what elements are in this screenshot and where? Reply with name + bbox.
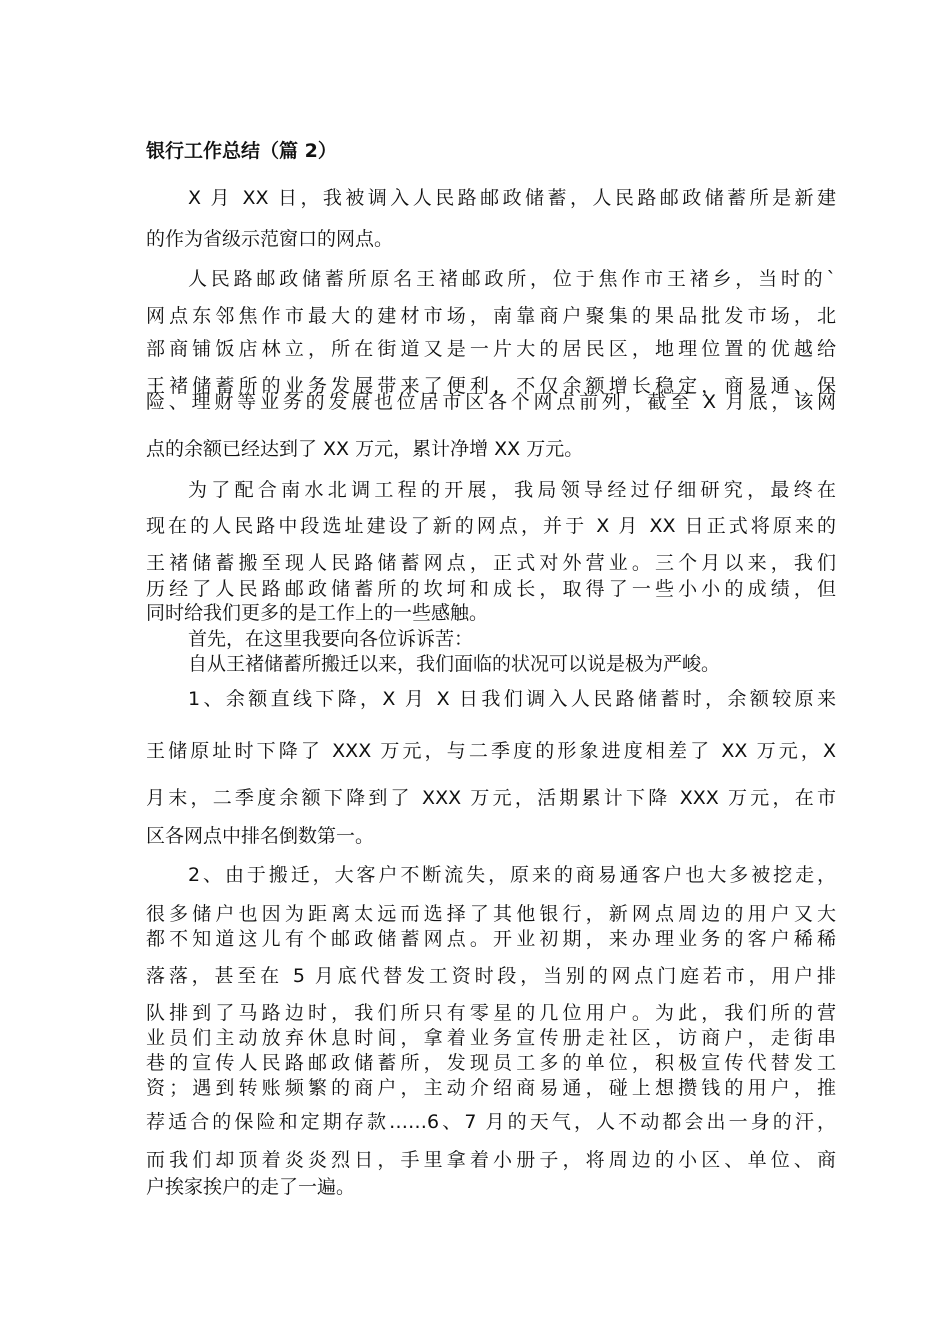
document-title: 银行工作总结（篇 2）	[146, 140, 337, 162]
paragraph-line: 落落，甚至在 5 月底代替发工资时段，当别的网点门庭若市，用户排	[146, 965, 836, 987]
paragraph-line: 王褚储蓄搬至现人民路储蓄网点，正式对外营业。三个月以来，我们	[146, 552, 836, 574]
paragraph-line: 很多储户也因为距离太远而选择了其他银行，新网点周边的用户又大	[146, 903, 836, 925]
paragraph-line: 首先，在这里我要向各位诉诉苦：	[188, 628, 474, 650]
paragraph-line: 历经了人民路邮政储蓄所的坎坷和成长，取得了一些小小的成绩，但	[146, 578, 836, 600]
paragraph-line: 为了配合南水北调工程的开展，我局领导经过仔细研究，最终在	[188, 479, 836, 501]
paragraph-line: 王褚储蓄所的业务发展带来了便利，不仅余额增长稳定，商易通、保	[146, 375, 836, 397]
paragraph-line: 月末，二季度余额下降到了 XXX 万元，活期累计下降 XXX 万元，在市	[146, 787, 836, 809]
paragraph-line: 自从王褚储蓄所搬迁以来，我们面临的状况可以说是极为严峻。	[188, 653, 721, 675]
paragraph-line: 同时给我们更多的是工作上的一些感触。	[146, 602, 489, 624]
paragraph-line: 都不知道这儿有个邮政储蓄网点。开业初期，来办理业务的客户稀稀	[146, 928, 836, 950]
paragraph-line: 人民路邮政储蓄所原名王褚邮政所，位于焦作市王褚乡，当时的`	[188, 268, 836, 290]
paragraph-line: 区各网点中排名倒数第一。	[146, 825, 375, 847]
paragraph-line: 荐适合的保险和定期存款……6、7 月的天气，人不动都会出一身的汗，	[146, 1111, 836, 1133]
paragraph-line: 资；遇到转账频繁的商户，主动介绍商易通，碰上想攒钱的用户，推	[146, 1077, 836, 1099]
paragraph-line: 部商铺饭店林立，所在街道又是一片大的居民区，地理位置的优越给	[146, 338, 836, 360]
paragraph-line: 网点东邻焦作市最大的建材市场，南靠商户聚集的果品批发市场，北	[146, 305, 836, 327]
paragraph-line: 户挨家挨户的走了一遍。	[146, 1176, 356, 1198]
paragraph-line: 2、由于搬迁，大客户不断流失，原来的商易通客户也大多被挖走，	[188, 864, 836, 886]
paragraph-line: 巷的宣传人民路邮政储蓄所，发现员工多的单位，积极宣传代替发工	[146, 1052, 836, 1074]
paragraph-line: 王储原址时下降了 XXX 万元，与二季度的形象进度相差了 XX 万元，X	[146, 740, 836, 762]
paragraph-line: 的作为省级示范窗口的网点。	[146, 228, 394, 250]
paragraph-line: 业员们主动放弃休息时间，拿着业务宣传册走社区，访商户，走街串	[146, 1027, 836, 1049]
paragraph-line: 点的余额已经达到了 XX 万元，累计净增 XX 万元。	[146, 438, 584, 460]
paragraph-line: 现在的人民路中段选址建设了新的网点，并于 X 月 XX 日正式将原来的	[146, 515, 836, 537]
paragraph-line: 队排到了马路边时，我们所只有零星的几位用户。为此，我们所的营	[146, 1002, 836, 1024]
paragraph-line: X 月 XX 日，我被调入人民路邮政储蓄，人民路邮政储蓄所是新建	[188, 187, 836, 209]
paragraph-line: 险、理财等业务的发展也位居市区各个网点前列，截至 X 月底，该网	[146, 391, 836, 413]
paragraph-line: 而我们却顶着炎炎烈日，手里拿着小册子，将周边的小区、单位、商	[146, 1149, 836, 1171]
paragraph-line: 1、余额直线下降，X 月 X 日我们调入人民路储蓄时，余额较原来	[188, 688, 836, 710]
